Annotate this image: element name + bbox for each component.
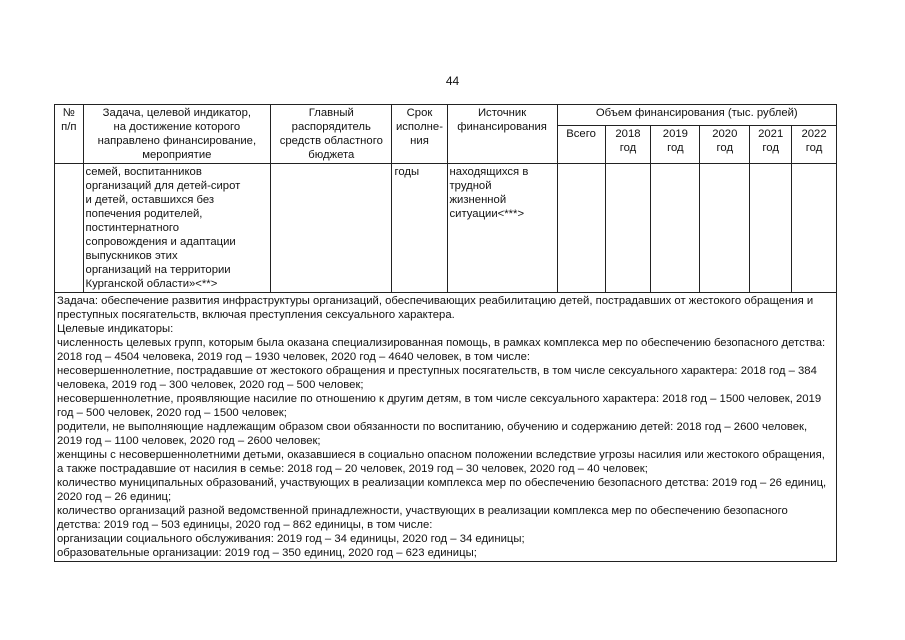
row1-source: находящихся в трудной жизненной ситуации<***> xyxy=(447,164,557,293)
indicator-line: родители, не выполняющие надлежащим образом свои обязанности по воспитанию, обучению и содержанию детей: 2018 год – 2600 человек, 2019 год – 1100 человек, 2020 год – 2600 человек; xyxy=(57,421,808,447)
header-year-2019: 2019 год xyxy=(651,125,700,163)
header-year-2021: 2021 год xyxy=(750,125,792,163)
header-term: Срок исполне- ния xyxy=(392,105,447,164)
row1-task: семей, воспитанников организаций для детей-сирот и детей, оставшихся без попечения родителей, постинтернатного сопровождения и адаптации выпускников этих организаций на территории Курганской области»<**> xyxy=(83,164,271,293)
row1-manager xyxy=(271,164,392,293)
page-number: 44 xyxy=(445,74,460,88)
indicator-line: количество организаций разной ведомственной принадлежности, участвующих в реализации комплекса мер по обеспечению безопасного детства: 2019 год – 503 единицы, 2020 год – 862 единицы, в том числе: xyxy=(57,505,788,531)
indicator-line: образовательные организации: 2019 год – 350 единиц, 2020 год – 623 единицы; xyxy=(57,547,477,559)
header-volume: Объем финансирования (тыс. рублей) xyxy=(557,105,836,126)
header-source: Источник финансирования xyxy=(447,105,557,164)
row1-num xyxy=(55,164,84,293)
row1-term: годы xyxy=(392,164,447,293)
row1-2021 xyxy=(750,164,792,293)
indicator-line: численность целевых групп, которым была оказана специализированная помощь, в рамках комплекса мер по обеспечению безопасного детства: 2018 год – 4504 человека, 2019 год – 1930 человек, 2020 год – 4640 человек, в том числе: xyxy=(57,337,826,363)
row1-2022 xyxy=(792,164,837,293)
financing-table xyxy=(54,104,837,562)
header-year-2020: 2020 год xyxy=(700,125,750,163)
row1-2020 xyxy=(700,164,750,293)
row1-2018 xyxy=(605,164,651,293)
header-year-2018: 2018 год xyxy=(605,125,651,163)
task-line: Задача: обеспечение развития инфраструктуры организаций, обеспечивающих реабилитацию детей, пострадавших от жестокого обращения и преступных посягательств, включая преступления сексуального характера. xyxy=(57,295,814,321)
indicator-line: несовершеннолетние, проявляющие насилие по отношению к другим детям, в том числе сексуального характера: 2018 год – 1500 человек, 2019 год – 500 человек, 2020 год – 1500 человек; xyxy=(57,393,822,419)
indicators-heading: Целевые индикаторы: xyxy=(57,323,174,335)
task-block xyxy=(55,293,837,562)
header-task: Задача, целевой индикатор, на достижение которого направлено финансирование, мероприятие xyxy=(83,105,271,164)
header-num: № п/п xyxy=(55,105,84,164)
table-row xyxy=(55,164,837,293)
indicator-line: организации социального обслуживания: 2019 год – 34 единицы, 2020 год – 34 единицы; xyxy=(57,533,525,545)
indicator-line: несовершеннолетние, пострадавшие от жестокого обращения и преступных посягательств, в том числе сексуального характера: 2018 год – 384 человека, 2019 год – 300 человек, 2020 год – 500 человек; xyxy=(57,365,817,391)
header-manager: Главный распорядитель средств областного бюджета xyxy=(271,105,392,164)
header-total: Всего xyxy=(557,125,605,163)
header-year-2022: 2022 год xyxy=(792,125,837,163)
row1-2019 xyxy=(651,164,700,293)
row1-total xyxy=(557,164,605,293)
indicator-line: количество муниципальных образований, участвующих в реализации комплекса мер по обеспечению безопасного детства: 2019 год – 26 единиц, 2020 год – 26 единиц; xyxy=(57,477,827,503)
indicator-line: женщины с несовершеннолетними детьми, оказавшиеся в социально опасном положении вследствие угрозы насилия или жестокого обращения, а также пострадавшие от насилия в семье: 2018 год – 20 человек, 2019 год – 30 человек, 2020 год – 40 человек; xyxy=(57,449,825,475)
